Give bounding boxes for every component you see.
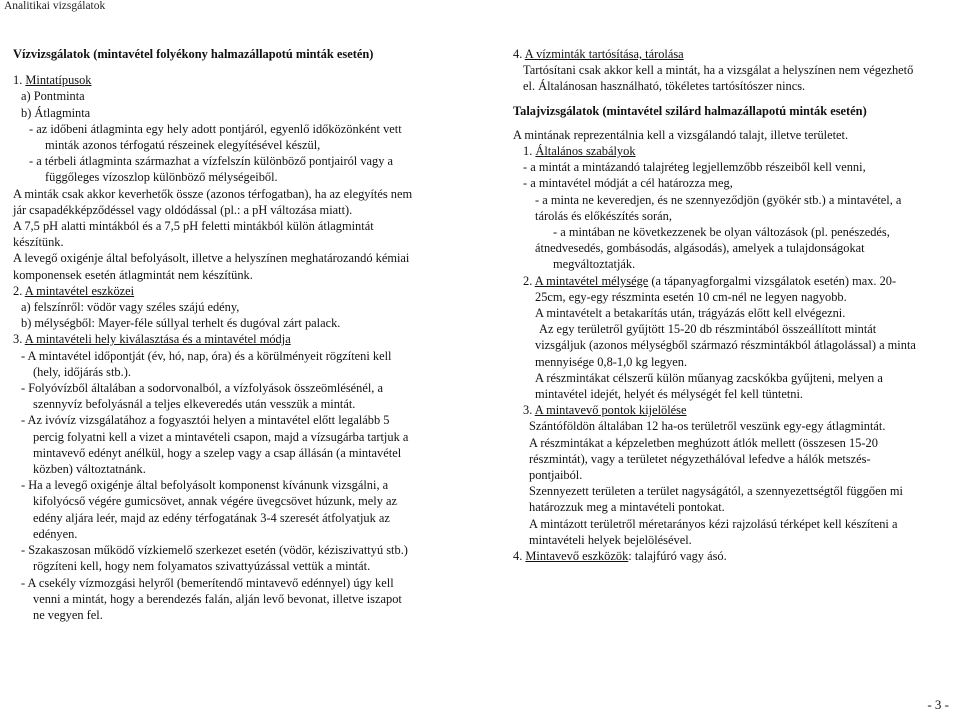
text-run: megváltoztatják. (553, 257, 636, 272)
text-run: ne vegyen fel. (33, 607, 103, 622)
text-run: - Az ivóvíz vizsgálatához a fogyasztói helyen a mintavétel előtt legalább 5 (21, 413, 390, 428)
text-line (513, 256, 953, 272)
soil-section-body (513, 127, 953, 564)
text-run: közben) változtatnánk. (33, 462, 146, 477)
page-number: - 3 - (927, 697, 949, 712)
text-run: részmintát), vagy a területet négyzethálóval lefedve a hálók metszés- (529, 451, 871, 466)
left-column (13, 46, 473, 623)
text-line (513, 289, 953, 305)
text-line (513, 548, 953, 564)
text-line (513, 321, 953, 337)
text-line (13, 477, 473, 493)
text-run: 4. (513, 549, 526, 564)
text-run: A levegő oxigénje által befolyásolt, illetve a helyszínen meghatározandó kémiai (13, 251, 410, 266)
text-line (513, 46, 953, 62)
right-column (513, 46, 953, 564)
text-run: - Folyóvízből általában a sodorvonalból, a vízfolyások összeömlésénél, a (21, 381, 383, 396)
text-run: átnedvesedés, gombásodás, algásodás), amelyek a tulajdonságokat (535, 241, 865, 256)
text-line (13, 542, 473, 558)
text-line (13, 250, 473, 266)
text-line (13, 348, 473, 364)
text-run: - az időbeni átlagminta egy hely adott pontjáról, egyenlő időközönként vett (29, 121, 402, 136)
text-line (513, 192, 953, 208)
preservation-section (513, 46, 953, 95)
text-line (13, 526, 473, 542)
text-run: Szántóföldön általában 12 ha-os területről veszünk egy-egy átlagmintát. (529, 419, 886, 434)
text-run: kifolyócső végére gumicsövet, annak végére üvegcsövet húzunk, mely az (33, 494, 398, 509)
text-line (13, 72, 473, 88)
text-run: percig folyatni kell a vizet a mintavételi csapon, majd a vízsugárba tartjuk a (33, 429, 409, 444)
text-run: - A mintavétel időpontját (év, hó, nap, óra) és a körülményeit rögzíteni kell (21, 348, 392, 363)
text-line (13, 429, 473, 445)
text-line (13, 607, 473, 623)
text-line (513, 435, 953, 451)
text-line (513, 175, 953, 191)
text-run: 3. (13, 332, 25, 347)
text-run: b) Átlagminta (21, 105, 91, 120)
text-run: pontjaiból. (529, 468, 583, 483)
text-line (513, 467, 953, 483)
text-run: mintavétel idejét, helyét és mélységét fel kell tüntetni. (535, 387, 804, 402)
text-run: szennyvíz befolyásnál a teljes elkeveredés után vesszük a mintát. (33, 397, 356, 412)
text-line (513, 78, 953, 94)
text-line (13, 412, 473, 428)
text-run: Tartósítani csak akkor kell a mintát, ha a vizsgálat a helyszínen nem végezhető (523, 63, 914, 78)
text-line (13, 234, 473, 250)
text-line (13, 591, 473, 607)
text-run: - a mintát a mintázandó talajréteg legjellemzőbb részeiből kell venni, (523, 160, 866, 175)
text-line (513, 532, 953, 548)
text-run: komponensek esetén átlagmintát nem készítünk. (13, 267, 253, 282)
water-section-title: Vízvizsgálatok (mintavétel folyékony halmazállapotú minták esetén) (13, 47, 374, 61)
text-line (513, 240, 953, 256)
text-line (513, 337, 953, 353)
text-line (13, 558, 473, 574)
text-run: tárolás és előkészítés során, (535, 208, 672, 223)
text-line (513, 143, 953, 159)
soil-section-title: Talajvizsgálatok (mintavétel szilárd halmazállapotú minták esetén) (513, 103, 867, 118)
text-line (513, 224, 953, 240)
text-run: b) mélységből: Mayer-féle súllyal terhelt és dugóval zárt palack. (21, 316, 341, 331)
text-line (13, 331, 473, 347)
text-line (13, 380, 473, 396)
text-run: rögzíteni kell, hogy nem folyamatos szivattyúzással vettük a mintát. (33, 559, 371, 574)
text-line (13, 169, 473, 185)
text-run: a) felszínről: vödör vagy széles szájú edény, (21, 300, 240, 315)
text-run: - a minta ne keveredjen, és ne szennyeződjön (gyökér stb.) a mintavétel, a (535, 192, 902, 207)
text-line (13, 218, 473, 234)
text-run: (a tápanyagforgalmi vizsgálatok esetén) max. 20- (648, 273, 897, 288)
text-line (13, 153, 473, 169)
text-run: edény aljára leér, majd az edény térfogatának 3-4 szeresét átfolyatjuk az (33, 510, 390, 525)
text-line (13, 510, 473, 526)
text-line (513, 516, 953, 532)
text-line (513, 499, 953, 515)
text-line (13, 186, 473, 202)
text-line (513, 451, 953, 467)
text-run: A mintázott területről méretarányos kézi rajzolású térképet kell készíteni a (529, 516, 898, 531)
text-run: függőleges vízoszlop különböző mélységeiből. (45, 170, 278, 185)
text-run: A mintának reprezentálnia kell a vizsgálandó talajt, illetve területet. (513, 127, 849, 142)
text-run: A részmintákat a képzeletben meghúzott átlók mellett (összesen 15-20 (529, 435, 878, 450)
text-line (13, 575, 473, 591)
text-run: Szennyezett területen a terület nagyságától, a szennyezettségtől függően mi (529, 484, 903, 499)
text-run: vizsgáljuk (azonos mélységből származó részmintákból átlagolással) a minta (535, 338, 916, 353)
text-line (13, 88, 473, 104)
text-run: a) Pontminta (21, 89, 85, 104)
text-line (13, 137, 473, 153)
text-run: készítünk. (13, 235, 64, 250)
section-heading: Mintavevő eszközök (525, 549, 629, 564)
text-run: 3. (523, 403, 535, 418)
text-run: (hely, időjárás stb.). (33, 364, 131, 379)
text-run: el. Általánosan használható, tökéletes tartósítószer nincs. (523, 79, 806, 94)
text-run: minták azonos térfogatú részeinek elegyítésével készül, (45, 138, 321, 153)
text-run: - Ha a levegő oxigénje által befolyásolt komponenst kívánunk vizsgálni, a (21, 478, 389, 493)
running-header: Analitikai vizsgálatok (4, 0, 106, 12)
text-run: 1. (523, 144, 536, 159)
text-line (513, 208, 953, 224)
text-line (513, 354, 953, 370)
text-run: 25cm, egy-egy részminta esetén 10 cm-nél ne legyen nagyobb. (535, 289, 847, 304)
text-line (513, 386, 953, 402)
text-line (13, 299, 473, 315)
text-line (13, 493, 473, 509)
section-heading: Mintatípusok (25, 73, 92, 88)
text-run: mennyisége 0,8-1,0 kg legyen. (535, 354, 688, 369)
text-run: A mintavételt a betakarítás után, trágyázás előtt kell elvégezni. (535, 306, 846, 321)
text-run: : talajfúró vagy ásó. (628, 549, 727, 564)
text-run: venni a mintát, hogy a berendezés falán, alján levő bevonat, illetve iszapot (33, 591, 402, 606)
section-heading: A mintavétel eszközei (24, 283, 135, 298)
text-run: 2. (523, 273, 535, 288)
text-run: - Szakaszosan működő vízkiemelő szerkezet esetén (vödör, kéziszivattyú stb.) (21, 543, 408, 558)
text-run: A minták csak akkor keverhetők össze (azonos térfogatban), ha az elegyítés nem (13, 186, 413, 201)
text-line (13, 461, 473, 477)
text-line (513, 127, 953, 143)
text-run: határozzuk meg a mintavételi pontokat. (529, 500, 725, 515)
text-run: - A csekély vízmozgási helyről (bemerítendő mintavevő edénnyel) úgy kell (21, 575, 394, 590)
text-run: - a mintavétel módját a cél határozza meg, (523, 176, 733, 191)
section-heading: A mintavevő pontok kijelölése (534, 403, 687, 418)
text-line (13, 396, 473, 412)
text-line (513, 273, 953, 289)
text-run: mintavételi helyek bejelölésével. (529, 532, 692, 547)
text-line (513, 159, 953, 175)
text-run: jár csapadékképződéssel vagy oldódással (pl.: a pH változása miatt). (13, 202, 353, 217)
text-line (13, 121, 473, 137)
text-line (513, 305, 953, 321)
text-line (513, 402, 953, 418)
text-run: 4. (513, 47, 525, 61)
section-heading: A vízminták tartósítása, tárolása (524, 47, 684, 61)
text-line (13, 202, 473, 218)
text-line (13, 105, 473, 121)
text-run: Az egy területről gyűjtött 15-20 db részmintából összeállított mintát (539, 322, 877, 337)
text-run: A 7,5 pH alatti mintákból és a 7,5 pH feletti mintákból külön átlagmintát (13, 219, 374, 234)
text-run: - a mintában ne következzenek be olyan változások (pl. penészedés, (553, 225, 890, 240)
section-heading: A mintavétel mélysége (534, 273, 649, 288)
text-line (513, 370, 953, 386)
section-heading: A mintavételi hely kiválasztása és a mintavétel módja (24, 332, 291, 347)
text-run: 2. (13, 283, 25, 298)
text-line (513, 418, 953, 434)
section-heading: Általános szabályok (535, 144, 636, 159)
text-run: - a térbeli átlagminta származhat a vízfelszín különböző pontjairól vagy a (29, 154, 394, 169)
water-section-body (13, 72, 473, 623)
text-line (13, 445, 473, 461)
text-line (513, 483, 953, 499)
text-line (13, 283, 473, 299)
text-run: mintavevő edényt anélkül, hogy a szelep vagy a csap állásán (a mintavétel (33, 445, 402, 460)
text-line (513, 62, 953, 78)
text-line (13, 364, 473, 380)
text-run: 1. (13, 73, 26, 88)
text-run: edényen. (33, 526, 78, 541)
text-line (13, 267, 473, 283)
text-line (13, 315, 473, 331)
text-run: A részmintákat célszerű külön műanyag zacskókba gyűjteni, melyen a (535, 370, 883, 385)
